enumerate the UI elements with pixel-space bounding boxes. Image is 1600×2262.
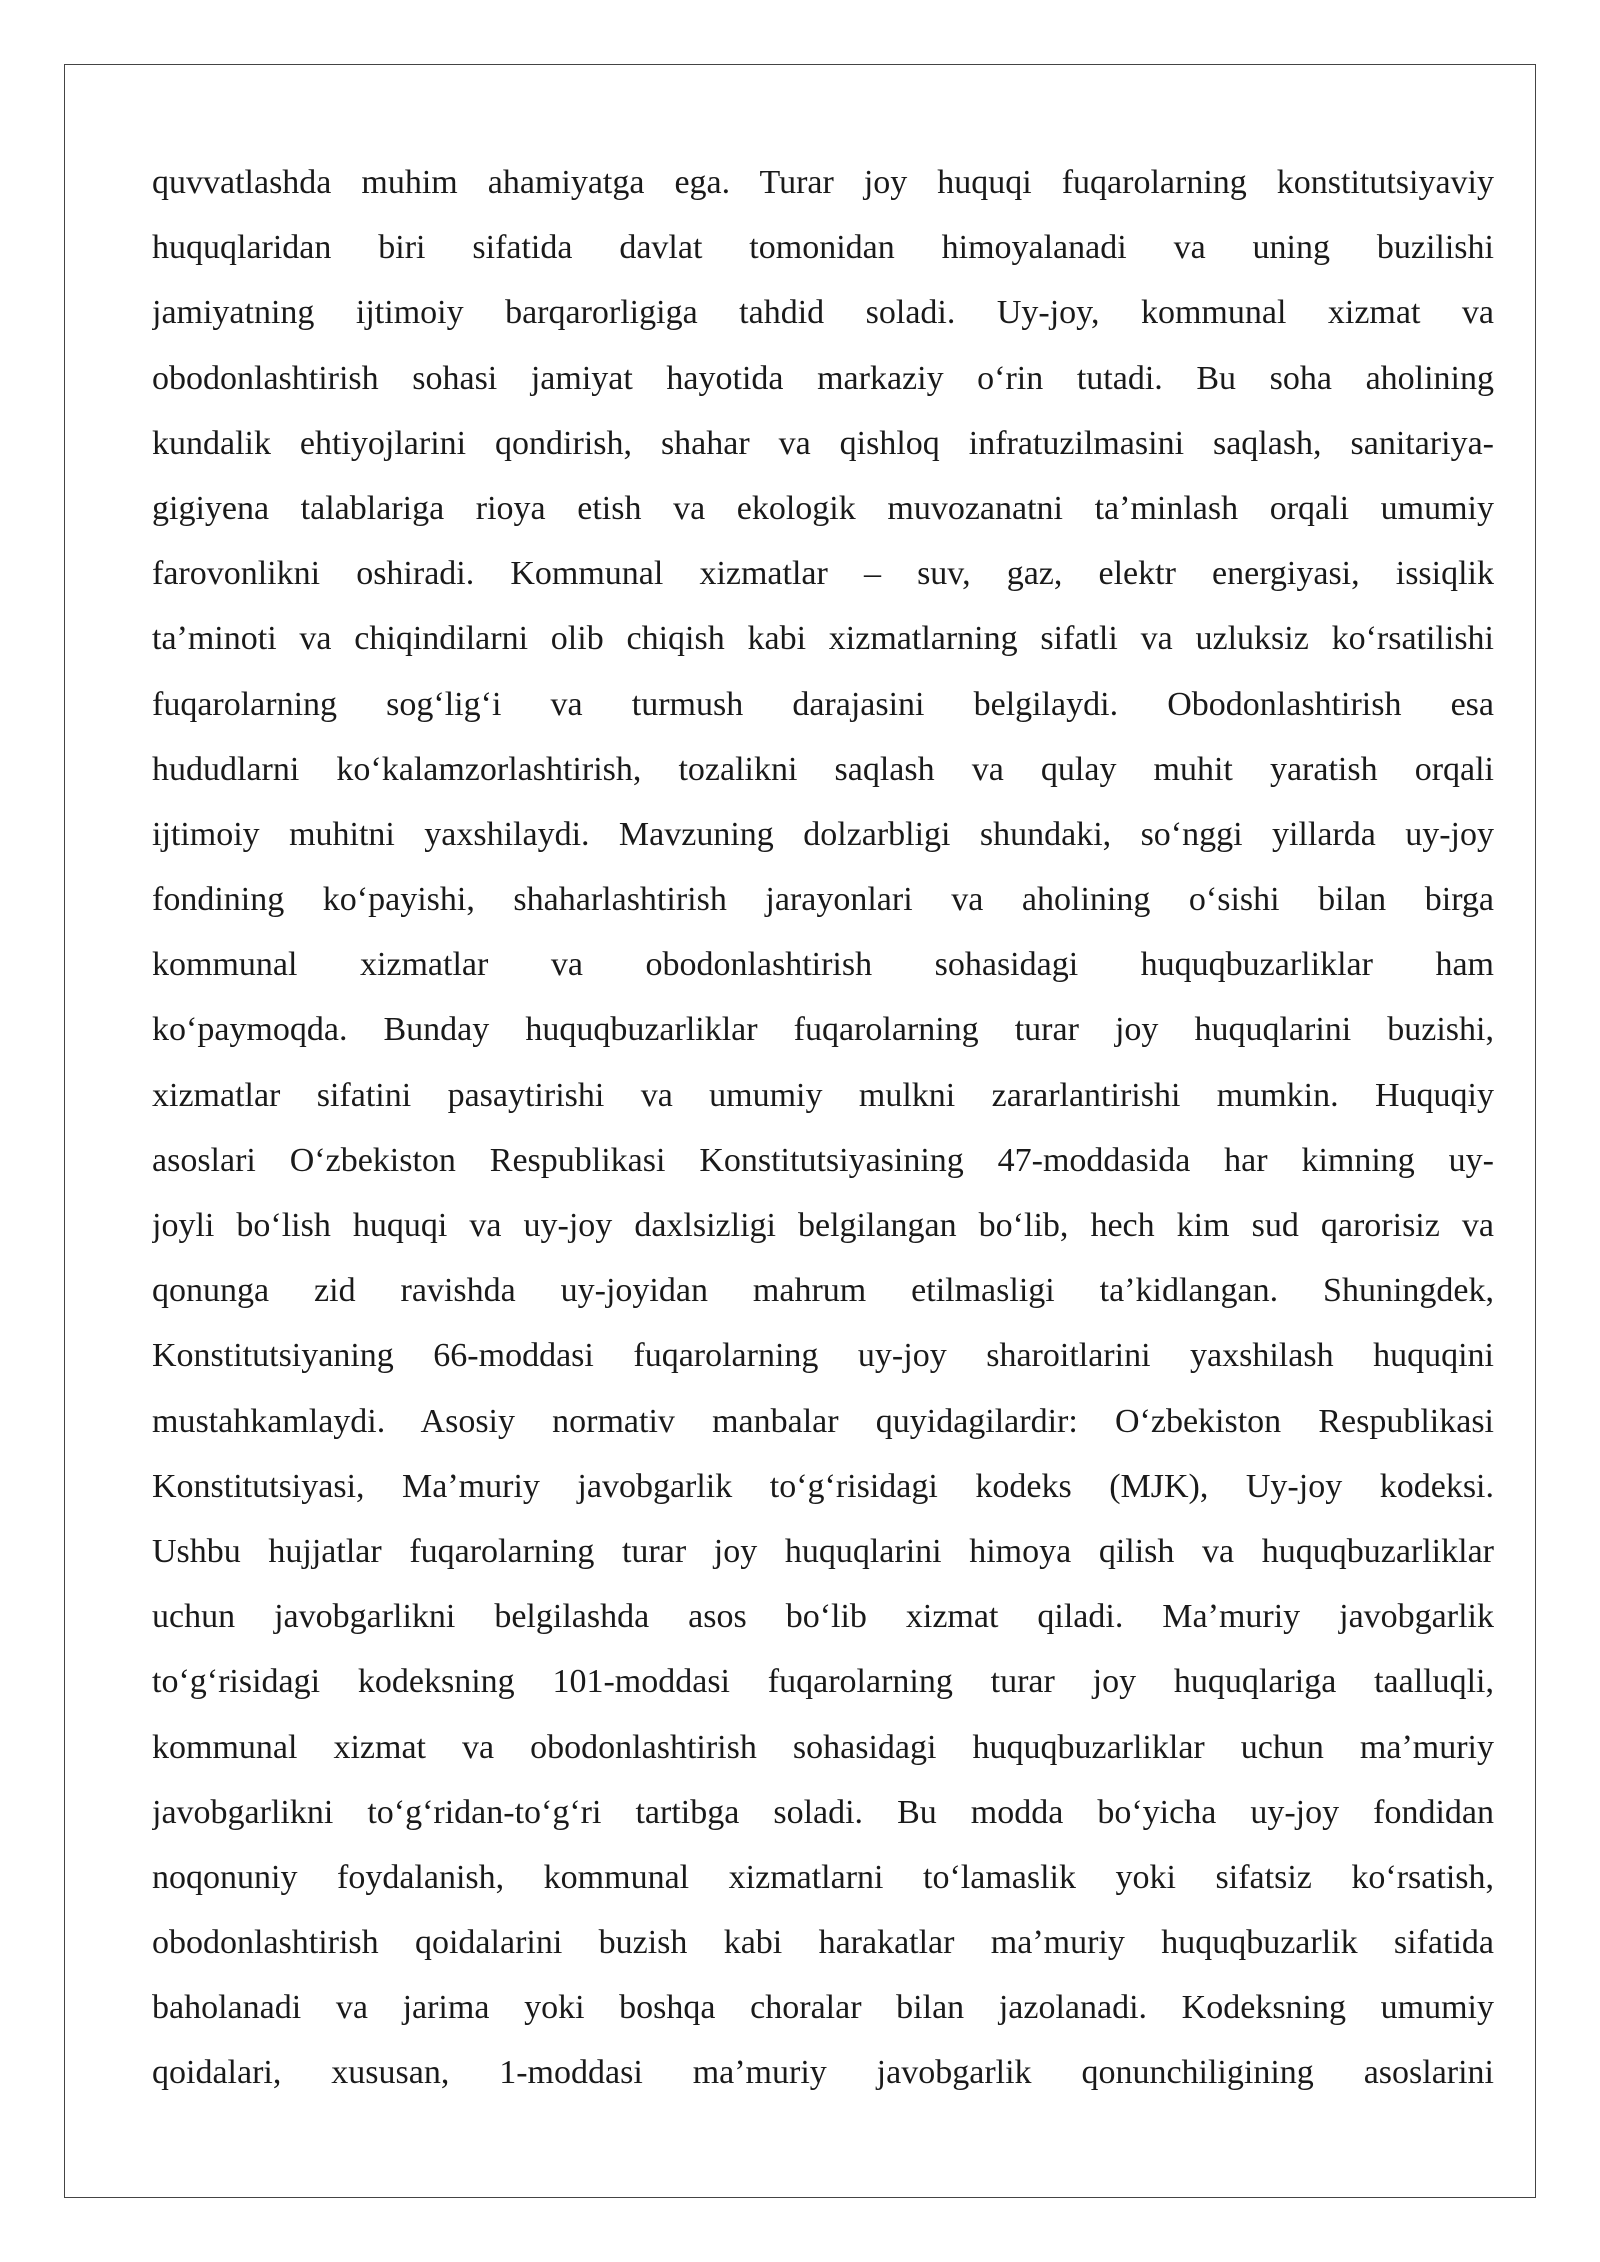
text-line: Ushbu hujjatlar fuqarolarning turar joy huquqlarini himoya qilish va huquqbuzarliklar xyxy=(152,1532,1494,1570)
text-line: fondining koʻpayishi, shaharlashtirish jarayonlari va aholining oʻsishi bilan birga xyxy=(152,881,1494,919)
text-line: hududlarni koʻkalamzorlashtirish, tozalikni saqlash va qulay muhit yaratish orqali xyxy=(152,750,1494,788)
text-line: noqonuniy foydalanish, kommunal xizmatlarni toʻlamaslik yoki sifatsiz koʻrsatish, xyxy=(152,1858,1494,1896)
document-body xyxy=(152,150,1494,2106)
text-line: obodonlashtirish qoidalarini buzish kabi harakatlar maʼmuriy huquqbuzarlik sifatida xyxy=(152,1924,1494,1962)
text-line: mustahkamlaydi. Asosiy normativ manbalar quyidagilardir: Oʻzbekiston Respublikasi xyxy=(152,1402,1494,1440)
text-line: asoslari Oʻzbekiston Respublikasi Konstitutsiyasining 47-moddasida har kimning uy- xyxy=(152,1141,1494,1179)
text-line: baholanadi va jarima yoki boshqa choralar bilan jazolanadi. Kodeksning umumiy xyxy=(152,1989,1494,2027)
text-line: jamiyatning ijtimoiy barqarorligiga tahdid soladi. Uy-joy, kommunal xizmat va xyxy=(152,294,1494,332)
text-line: fuqarolarning sogʻligʻi va turmush darajasini belgilaydi. Obodonlashtirish esa xyxy=(152,685,1494,723)
text-line: joyli boʻlish huquqi va uy-joy daxlsizligi belgilangan boʻlib, hech kim sud qarorisiz va xyxy=(152,1207,1494,1244)
text-line: koʻpaymoqda. Bunday huquqbuzarliklar fuqarolarning turar joy huquqlarini buzishi, xyxy=(152,1011,1494,1049)
text-line: toʻgʻrisidagi kodeksning 101-moddasi fuqarolarning turar joy huquqlariga taalluqli, xyxy=(152,1663,1494,1701)
text-line: qoidalari, xususan, 1-moddasi maʼmuriy javobgarlik qonunchiligining asoslarini xyxy=(152,2054,1494,2092)
text-line: kundalik ehtiyojlarini qondirish, shahar va qishloq infratuzilmasini saqlash, sanitariya- xyxy=(152,424,1494,462)
text-line: quvvatlashda muhim ahamiyatga ega. Turar joy huquqi fuqarolarning konstitutsiyaviy xyxy=(152,164,1494,201)
text-line: uchun javobgarlikni belgilashda asos boʻlib xizmat qiladi. Maʼmuriy javobgarlik xyxy=(152,1598,1494,1636)
text-line: gigiyena talablariga rioya etish va ekologik muvozanatni taʼminlash orqali umumiy xyxy=(152,489,1494,527)
text-line: farovonlikni oshiradi. Kommunal xizmatlar – suv, gaz, elektr energiyasi, issiqlik xyxy=(152,555,1494,593)
text-line: kommunal xizmatlar va obodonlashtirish sohasidagi huquqbuzarliklar ham xyxy=(152,946,1494,984)
text-line: taʼminoti va chiqindilarni olib chiqish kabi xizmatlarning sifatli va uzluksiz koʻrsatilishi xyxy=(152,620,1494,658)
text-line: ijtimoiy muhitni yaxshilaydi. Mavzuning dolzarbligi shundaki, soʻnggi yillarda uy-joy xyxy=(152,815,1494,853)
text-line: huquqlaridan biri sifatida davlat tomonidan himoyalanadi va uning buzilishi xyxy=(152,229,1494,267)
text-line: Konstitutsiyaning 66-moddasi fuqarolarning uy-joy sharoitlarini yaxshilash huquqini xyxy=(152,1337,1494,1375)
text-line: Konstitutsiyasi, Maʼmuriy javobgarlik toʻgʻrisidagi kodeks (MJK), Uy-joy kodeksi. xyxy=(152,1467,1494,1505)
text-line: kommunal xizmat va obodonlashtirish sohasidagi huquqbuzarliklar uchun maʼmuriy xyxy=(152,1728,1494,1766)
text-line: obodonlashtirish sohasi jamiyat hayotida markaziy oʻrin tutadi. Bu soha aholining xyxy=(152,359,1494,397)
text-line: qonunga zid ravishda uy-joyidan mahrum etilmasligi taʼkidlangan. Shuningdek, xyxy=(152,1272,1494,1310)
text-line: javobgarlikni toʻgʻridan-toʻgʻri tartibga soladi. Bu modda boʻyicha uy-joy fondidan xyxy=(152,1793,1494,1831)
text-line: xizmatlar sifatini pasaytirishi va umumiy mulkni zararlantirishi mumkin. Huquqiy xyxy=(152,1076,1494,1114)
